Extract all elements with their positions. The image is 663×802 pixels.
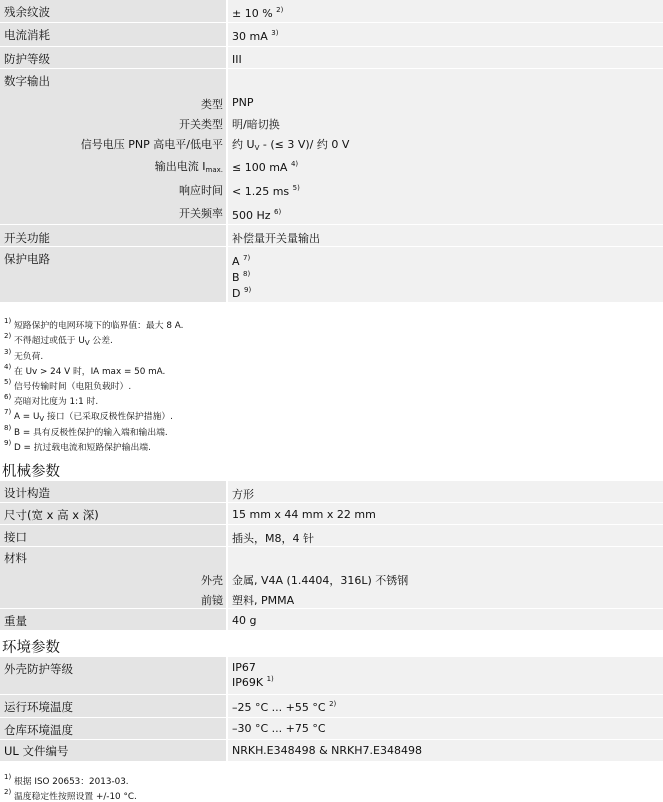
- protective-circuit-d: D $^{9)}$: [232, 286, 252, 300]
- material-label: 材料: [4, 551, 27, 565]
- connection-value: 插头，M8，4 针: [232, 532, 314, 545]
- type-label: 类型: [201, 98, 223, 111]
- row-divider: [0, 717, 663, 718]
- footnote: $^{9)}$ D = 抗过载电流和短路保护输出端.: [4, 439, 151, 453]
- ambient-section-title: 环境参数: [2, 640, 60, 656]
- connection-label: 接口: [4, 530, 27, 544]
- response-time-value: < 1.25 ms $^{5)}$: [232, 184, 300, 198]
- protective-circuits-label: 保护电路: [4, 252, 50, 266]
- enclosure-rating-ip69k: IP69K $^{1)}$: [232, 675, 274, 689]
- row-divider: [0, 246, 663, 247]
- protection-class-label: 防护等级: [4, 52, 50, 66]
- footnote: $^{5)}$ 信号传输时间（电阻负载时）.: [4, 378, 132, 392]
- switching-function-value: 补偿量开关量输出: [232, 232, 320, 245]
- residual-ripple-label: 残余纹波: [4, 5, 50, 19]
- row-divider: [0, 739, 663, 740]
- footnote: $^{6)}$ 亮暗对比度为 1:1 时.: [4, 393, 99, 407]
- weight-value: 40 g: [232, 614, 257, 627]
- housing-label: 外壳: [201, 574, 223, 587]
- type-value: PNP: [232, 96, 254, 109]
- row-divider: [0, 524, 663, 525]
- storage-temp-value: –30 °C ... +75 °C: [232, 722, 326, 735]
- enclosure-rating-label: 外壳防护等级: [4, 662, 73, 676]
- front-screen-label: 前镜: [201, 594, 223, 607]
- weight-label: 重量: [4, 614, 27, 628]
- switching-frequency-label: 开关频率: [179, 207, 223, 220]
- row-divider: [0, 224, 663, 225]
- switching-type-value: 明/暗切换: [232, 118, 280, 131]
- signal-voltage-value: 约 $U_V$ - (≤ 3 V)/ 约 0 V: [232, 138, 350, 152]
- protection-class-value: III: [232, 53, 242, 66]
- footnote: $^{8)}$ B = 具有反极性保护的输入端和输出端.: [4, 424, 168, 438]
- mechanics-section-title: 机械参数: [2, 464, 60, 480]
- row-divider: [0, 694, 663, 695]
- output-current-label: 输出电流 $I_{max.}$: [154, 160, 223, 174]
- ul-file-label: UL 文件编号: [4, 744, 69, 758]
- output-current-value: ≤ 100 mA $^{4)}$: [232, 160, 299, 174]
- signal-voltage-label: 信号电压 PNP 高电平/低电平: [80, 138, 223, 151]
- row-divider: [0, 68, 663, 69]
- row-divider: [0, 22, 663, 23]
- footnote: $^{4)}$ 在 Uv > 24 V 时，IA max = 50 mA.: [4, 363, 166, 377]
- footnote: $^{7)}$ $A = U_V$ 接口（已采取反极性保护措施）.: [4, 408, 173, 423]
- housing-value: 金属, V4A (1.4404，316L) 不锈钢: [232, 574, 409, 587]
- enclosure-rating-ip67: IP67: [232, 661, 256, 674]
- row-divider: [0, 502, 663, 503]
- design-value: 方形: [232, 488, 254, 501]
- operating-temp-value: –25 °C ... +55 °C $^{2)}$: [232, 700, 337, 714]
- response-time-label: 响应时间: [179, 184, 223, 197]
- ul-file-value: NRKH.E348498 & NRKH7.E348498: [232, 744, 422, 757]
- footnote: $^{2)}$ 温度稳定性按照设置 +/-10 °C.: [4, 788, 137, 802]
- footnote: $^{1)}$ 短路保护的电网环境下的临界值：最大 8 A.: [4, 317, 184, 331]
- row-divider: [0, 608, 663, 609]
- current-consumption-value: 30 mA $^{3)}$: [232, 29, 279, 43]
- protective-circuit-b: B $^{8)}$: [232, 270, 251, 284]
- switching-frequency-value: 500 Hz $^{6)}$: [232, 208, 282, 222]
- dimensions-label: 尺寸(宽 x 高 x 深): [4, 508, 99, 522]
- residual-ripple-value: ± 10 % $^{2)}$: [232, 6, 284, 20]
- switching-function-label: 开关功能: [4, 231, 50, 245]
- operating-temp-label: 运行环境温度: [4, 700, 73, 714]
- footnote: $^{2)}$ 不得超过或低于 $U_V$ 公差.: [4, 332, 113, 347]
- protective-circuit-a: A $^{7)}$: [232, 254, 251, 268]
- row-divider: [0, 46, 663, 47]
- storage-temp-label: 仓库环境温度: [4, 723, 73, 737]
- dimensions-value: 15 mm x 44 mm x 22 mm: [232, 508, 376, 521]
- current-consumption-label: 电流消耗: [4, 28, 50, 42]
- design-label: 设计构造: [4, 486, 50, 500]
- footnote: $^{3)}$ 无负荷.: [4, 348, 44, 362]
- digital-output-label: 数字输出: [4, 74, 50, 88]
- row-divider: [0, 546, 663, 547]
- front-screen-value: 塑料, PMMA: [232, 594, 295, 607]
- footnote: $^{1)}$ 根据 ISO 20653：2013-03.: [4, 773, 129, 787]
- switching-type-label: 开关类型: [179, 118, 223, 131]
